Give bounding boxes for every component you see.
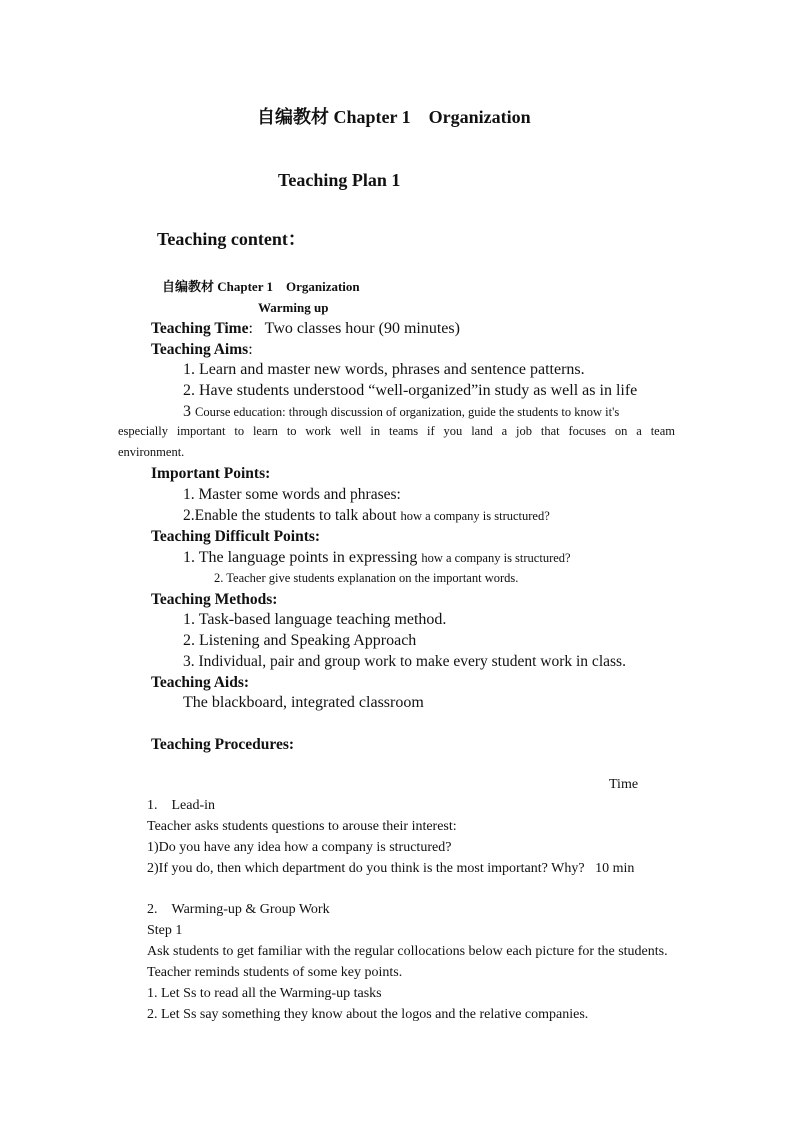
teaching-time-separator: : bbox=[248, 320, 253, 337]
teaching-time-row bbox=[151, 321, 460, 337]
teaching-plan-title: Teaching Plan 1 bbox=[278, 170, 401, 190]
procedure-2-line-2: Ask students to get familiar with the regular collocations below each picture for the students. bbox=[147, 944, 668, 959]
procedure-1-line-2: 1)Do you have any idea how a company is structured? bbox=[147, 840, 452, 855]
teaching-aims-heading bbox=[151, 342, 253, 358]
procedure-2-line-3: Teacher reminds students of some key points. bbox=[147, 965, 403, 980]
procedure-1-duration: 10 min bbox=[595, 861, 635, 876]
difficult-point-1-small: how a company is structured? bbox=[421, 551, 571, 565]
important-point-1: 1. Master some words and phrases: bbox=[183, 486, 401, 503]
difficult-points-label: Teaching Difficult Points: bbox=[151, 528, 321, 545]
teaching-aids-value: The blackboard, integrated classroom bbox=[183, 694, 424, 711]
teaching-time-label: Teaching Time bbox=[151, 320, 249, 337]
difficult-point-1 bbox=[183, 550, 571, 566]
teaching-aims-separator: : bbox=[248, 341, 253, 358]
teaching-aids-label: Teaching Aids: bbox=[151, 674, 250, 691]
aim-item-2: 2. Have students understood “well-organized”in study as well as in life bbox=[183, 382, 638, 399]
aim-item-3-text: Course education: through discussion of organization, guide the students to know it's bbox=[195, 405, 620, 419]
important-point-2-main: 2.Enable the students to talk about bbox=[183, 507, 397, 524]
important-points-label: Important Points: bbox=[151, 465, 271, 482]
method-item-2: 2. Listening and Speaking Approach bbox=[183, 632, 417, 649]
aim-item-1: 1. Learn and master new words, phrases and sentence patterns. bbox=[183, 361, 585, 378]
teaching-time-value: Two classes hour (90 minutes) bbox=[264, 320, 460, 337]
aim-item-3-line-1 bbox=[183, 404, 619, 420]
aim-item-3-line-3: environment. bbox=[118, 445, 185, 459]
difficult-point-1-main: 1. The language points in expressing bbox=[183, 549, 418, 566]
procedure-1-line-3 bbox=[147, 862, 634, 876]
time-column-header: Time bbox=[609, 777, 639, 792]
aim-item-3-number: 3 bbox=[183, 403, 191, 420]
procedure-1-line-1: Teacher asks students questions to arouse their interest: bbox=[147, 819, 457, 834]
method-item-3: 3. Individual, pair and group work to make every student work in class. bbox=[183, 653, 626, 670]
teaching-procedures-label: Teaching Procedures: bbox=[151, 736, 295, 753]
procedure-2-title: 2. Warming-up & Group Work bbox=[147, 902, 330, 917]
difficult-point-2: 2. Teacher give students explanation on the important words. bbox=[214, 571, 519, 585]
method-item-1: 1. Task-based language teaching method. bbox=[183, 611, 447, 628]
section-subheading: Warming up bbox=[258, 300, 329, 315]
teaching-aims-label: Teaching Aims bbox=[151, 341, 249, 358]
procedure-2-line-5: 2. Let Ss say something they know about the logos and the relative companies. bbox=[147, 1007, 589, 1022]
teaching-methods-label: Teaching Methods: bbox=[151, 591, 278, 608]
teaching-content-label: Teaching content： bbox=[157, 229, 306, 249]
document-title: 自编教材 Chapter 1 Organization bbox=[257, 107, 531, 127]
procedure-2-line-1: Step 1 bbox=[147, 923, 183, 938]
important-point-2-small: how a company is structured? bbox=[400, 509, 550, 523]
important-point-2 bbox=[183, 508, 550, 524]
procedure-1-question: 2)If you do, then which department do you think is the most important? Why? bbox=[147, 861, 585, 876]
procedure-2-line-4: 1. Let Ss to read all the Warming-up tasks bbox=[147, 986, 382, 1001]
chapter-subheading: 自编教材 Chapter 1 Organization bbox=[162, 279, 360, 294]
procedure-1-title: 1. Lead-in bbox=[147, 798, 216, 813]
aim-item-3-line-2: especially important to learn to work well in teams if you land a job that focuses on a team bbox=[118, 424, 675, 438]
